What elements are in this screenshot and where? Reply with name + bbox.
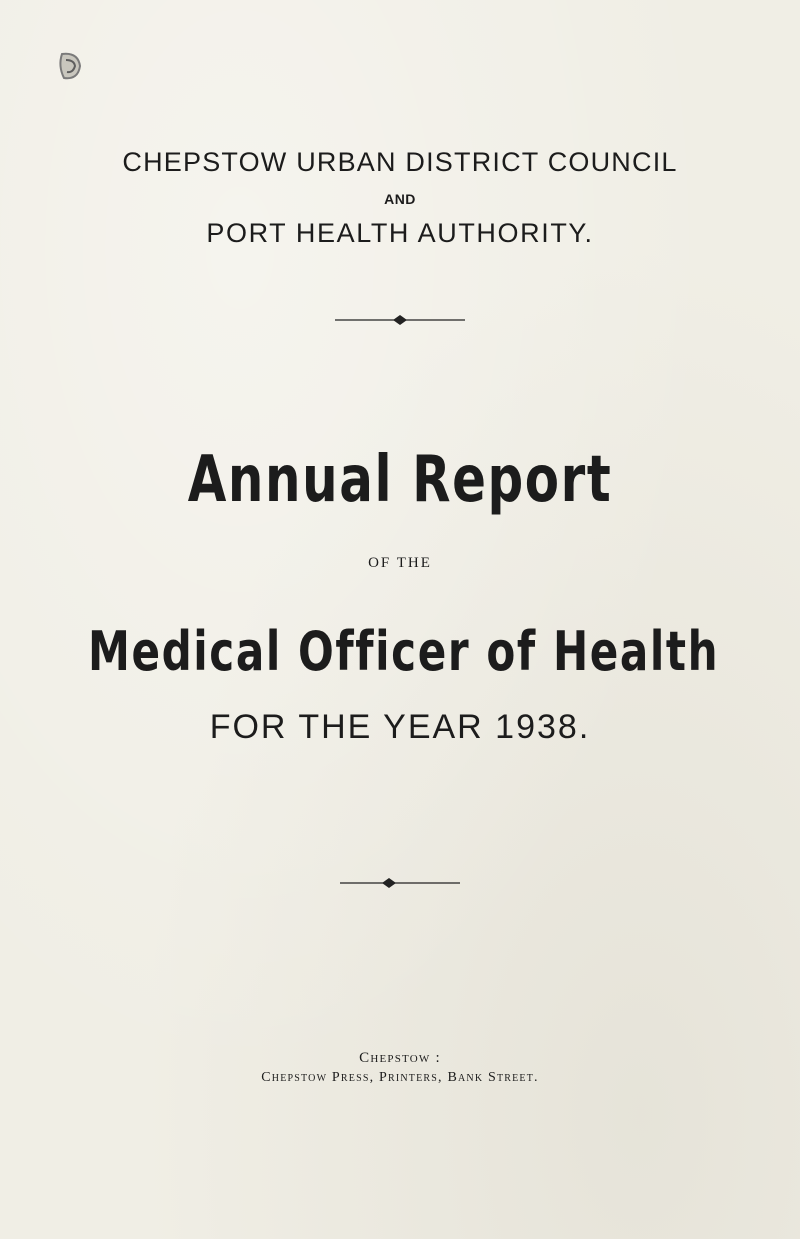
imprint-printer: Chepstow Press, Printers, Bank Street. (261, 1070, 539, 1085)
divider-ornament-top (0, 314, 800, 326)
report-year: FOR THE YEAR 1938. (209, 708, 591, 746)
authority-heading: PORT HEALTH AUTHORITY. (206, 218, 594, 248)
punch-hole-mark (56, 50, 84, 82)
of-the-label: OF THE (368, 555, 432, 571)
council-heading: CHEPSTOW URBAN DISTRICT COUNCIL (122, 147, 678, 177)
conjunction-and: AND (384, 191, 416, 207)
divider-ornament-bottom (0, 877, 800, 889)
imprint-place: Chepstow : (359, 1050, 441, 1066)
officer-title: Medical Officer of Health (88, 620, 720, 683)
report-title: Annual Report (187, 443, 613, 517)
